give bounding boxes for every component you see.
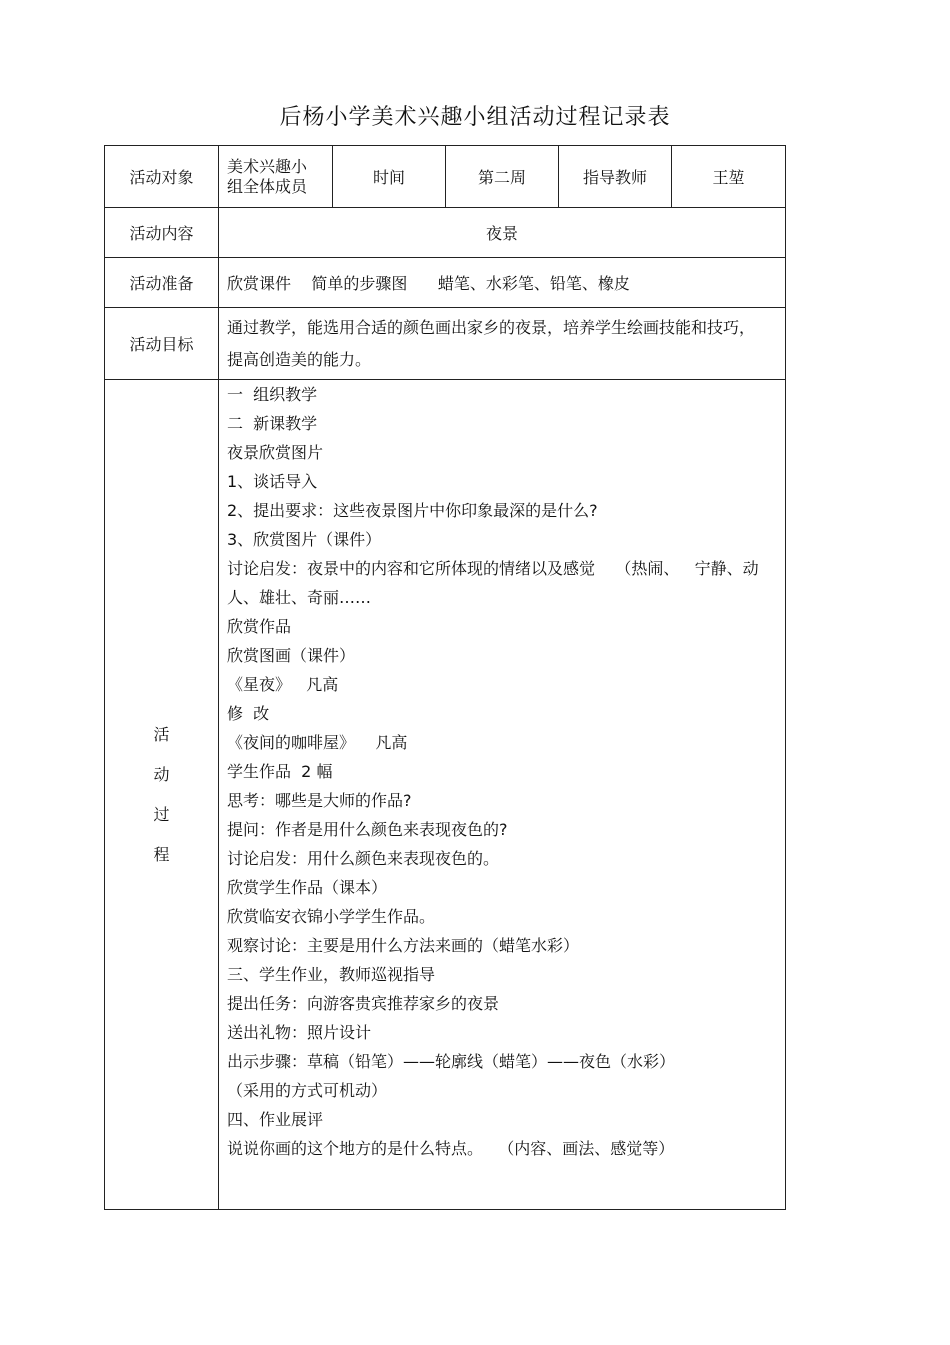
process-line: 出示步骤：草稿（铅笔）——轮廓线（蜡笔）——夜色（水彩） xyxy=(227,1052,676,1071)
label-activity-object: 活动对象 xyxy=(105,146,219,208)
row-activity-object xyxy=(105,146,786,208)
process-line: 提出任务：向游客贵宾推荐家乡的夜景 xyxy=(227,994,500,1013)
process-line: 夜景欣赏图片 xyxy=(227,443,324,462)
process-line: （采用的方式可机动） xyxy=(227,1081,388,1100)
process-line: 讨论启发：夜景中的内容和它所体现的情绪以及感觉 （热闹、 宁静、动人、雄壮、奇丽…… xyxy=(227,559,759,607)
page-title: 后杨小学美术兴趣小组活动过程记录表 xyxy=(279,105,671,130)
activity-goal-value xyxy=(219,308,786,380)
process-label-char: 程 xyxy=(153,844,170,864)
label-activity-prep: 活动准备 xyxy=(105,258,219,308)
process-line: 一 组织教学 xyxy=(227,385,318,404)
activity-goal-line2: 提高创造美的能力。 xyxy=(227,349,372,369)
process-line: 3、欣赏图片（课件） xyxy=(227,530,382,549)
activity-object-line1: 美术兴趣小 xyxy=(227,156,308,176)
process-line: 欣赏图画（课件） xyxy=(227,646,356,665)
label-teacher: 指导教师 xyxy=(559,146,672,208)
activity-content-value: 夜景 xyxy=(219,208,786,258)
process-line: 思考：哪些是大师的作品? xyxy=(227,791,412,810)
record-table xyxy=(104,145,786,1210)
process-line: 修 改 xyxy=(227,704,270,723)
row-activity-prep xyxy=(105,258,786,308)
time-value: 第二周 xyxy=(446,146,559,208)
process-label-char: 动 xyxy=(153,764,170,784)
row-activity-goal xyxy=(105,308,786,380)
process-line: 1、谈话导入 xyxy=(227,472,318,491)
activity-object-value xyxy=(219,146,333,208)
process-line: 观察讨论：主要是用什么方法来画的（蜡笔水彩） xyxy=(227,936,580,955)
label-time: 时间 xyxy=(333,146,446,208)
process-line: 提问：作者是用什么颜色来表现夜色的? xyxy=(227,820,508,839)
process-line: 二 新课教学 xyxy=(227,414,318,433)
process-line: 欣赏学生作品（课本） xyxy=(227,878,388,897)
process-line: 欣赏作品 xyxy=(227,617,292,636)
process-line: 四、作业展评 xyxy=(227,1110,324,1129)
row-activity-content xyxy=(105,208,786,258)
activity-process-content xyxy=(219,380,786,1210)
process-line: 学生作品 2 幅 xyxy=(227,762,333,781)
process-line: 说说你画的这个地方的是什么特点。 （内容、画法、感觉等） xyxy=(227,1139,675,1158)
process-line: 欣赏临安衣锦小学学生作品。 xyxy=(227,907,436,926)
label-activity-process xyxy=(105,380,219,1210)
row-activity-process xyxy=(105,380,786,1210)
activity-object-line2: 组全体成员 xyxy=(227,176,308,196)
process-label-char: 过 xyxy=(153,804,170,824)
process-line: 《星夜》 凡高 xyxy=(227,675,339,694)
process-line: 讨论启发：用什么颜色来表现夜色的。 xyxy=(227,849,500,868)
process-line: 2、提出要求：这些夜景图片中你印象最深的是什么? xyxy=(227,501,598,520)
process-line: 三、学生作业，教师巡视指导 xyxy=(227,965,436,984)
activity-prep-value: 欣赏课件 简单的步骤图 蜡笔、水彩笔、铅笔、橡皮 xyxy=(219,258,786,308)
process-line: 送出礼物：照片设计 xyxy=(227,1023,372,1042)
process-line: 《夜间的咖啡屋》 凡高 xyxy=(227,733,408,752)
activity-goal-line1: 通过教学，能选用合适的颜色画出家乡的夜景，培养学生绘画技能和技巧， xyxy=(227,317,756,337)
label-activity-goal: 活动目标 xyxy=(105,308,219,380)
teacher-value: 王堃 xyxy=(672,146,786,208)
process-label-char: 活 xyxy=(153,724,170,744)
label-activity-content: 活动内容 xyxy=(105,208,219,258)
